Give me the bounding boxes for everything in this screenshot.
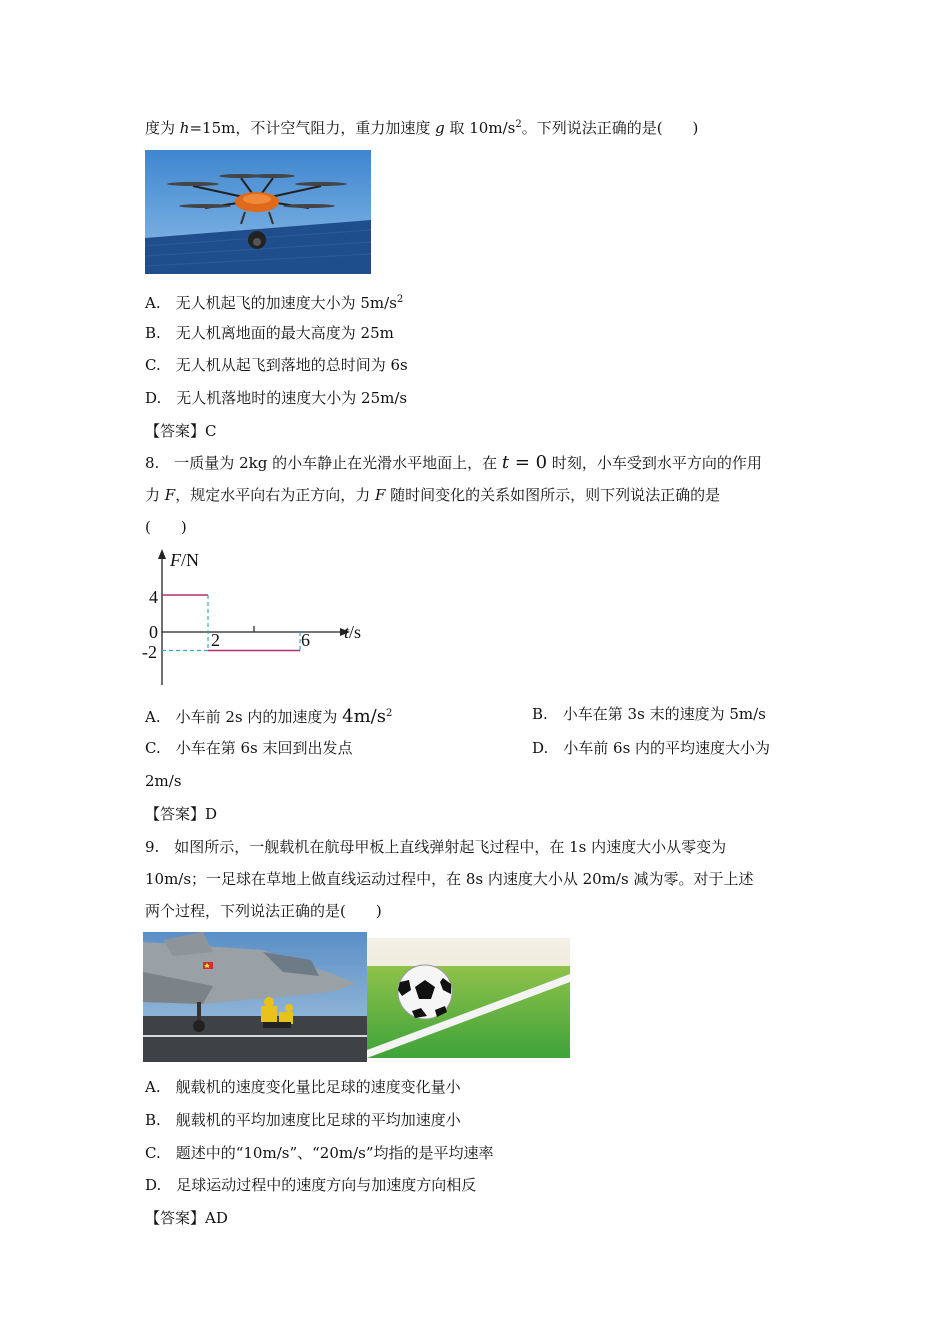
stem-text: ，规定水平向右为正方向，力 [175, 486, 375, 504]
x-tick-6: 6 [301, 630, 310, 650]
y-label-unit: /N [181, 550, 199, 570]
q7-stem-text: 取 10m/s [444, 119, 516, 137]
x-tick-2: 2 [211, 630, 220, 650]
q7-option-d: D. 无人机落地时的速度大小为 25m/s [145, 389, 408, 407]
soccer-ball-image [367, 938, 570, 1058]
q9-option-a: A. 舰载机的速度变化量比足球的速度变化量小 [145, 1078, 461, 1096]
q7-option-a [145, 289, 403, 314]
stem-text: 随时间变化的关系如图所示，则下列说法正确的是 [385, 486, 721, 504]
q8-stem-line3: ( ) [145, 518, 187, 536]
carrier-jet-image [143, 932, 367, 1062]
q9-answer: 【答案】AD [145, 1209, 228, 1227]
x-label-unit: /s [349, 622, 362, 642]
q7-stem-text: 。下列说法正确的是( ) [521, 119, 699, 137]
superscript: 2 [396, 294, 404, 305]
q7-option-c: C. 无人机从起飞到落地的总时间为 6s [145, 356, 408, 374]
y-tick-4: 4 [149, 587, 158, 607]
var-F: F [164, 486, 176, 504]
dashed-guides [162, 595, 300, 651]
x-axis-label [344, 622, 361, 642]
x-label-var: t [344, 622, 350, 642]
option-text: A. 无人机起飞的加速度大小为 5m/s [145, 294, 397, 312]
q7-stem-text: =15m，不计空气阻力，重力加速度 [189, 119, 436, 137]
jet-illustration [143, 932, 367, 1062]
y-tick-0: 0 [149, 622, 158, 642]
q8-option-a [145, 703, 392, 728]
superscript: 2 [385, 708, 393, 719]
q8-option-d-cont: 2m/s [145, 772, 182, 790]
q9-option-d: D. 足球运动过程中的速度方向与加速度方向相反 [145, 1176, 477, 1194]
y-tick-neg2: -2 [142, 642, 157, 662]
q8-option-c: C. 小车在第 6s 末回到出发点 [145, 739, 353, 757]
q8-option-b: B. 小车在第 3s 末的速度为 5m/s [532, 705, 766, 723]
q7-answer: 【答案】C [145, 422, 217, 440]
option-text: A. 小车前 2s 内的加速度为 [145, 708, 343, 726]
drone-image [145, 150, 371, 274]
y-axis-arrow [158, 549, 166, 559]
equation-text: = 0 [509, 452, 548, 473]
soccer-illustration [367, 938, 570, 1058]
q7-stem [145, 114, 698, 139]
option-value: 4m/s [342, 706, 386, 727]
var-h: h [179, 119, 190, 137]
var-g: g [435, 119, 445, 137]
force-series [162, 595, 300, 651]
q8-stem-line1 [145, 452, 762, 474]
q9-stem-line3: 两个过程，下列说法正确的是( ) [145, 902, 382, 920]
q9-option-b: B. 舰载机的平均加速度比足球的平均加速度小 [145, 1111, 461, 1129]
var-F: F [374, 486, 386, 504]
force-time-graph [140, 545, 380, 690]
q9-stem-line2: 10m/s；一足球在草地上做直线运动过程中，在 8s 内速度大小从 20m/s 减为零。对于上述 [145, 870, 754, 888]
q7-stem-text: 度为 [145, 119, 180, 137]
q7-option-b: B. 无人机离地面的最大高度为 25m [145, 324, 394, 342]
stem-text: 8. 一质量为 2kg 的小车静止在光滑水平地面上，在 [145, 454, 502, 472]
q8-option-d: D. 小车前 6s 内的平均速度大小为 [532, 739, 771, 757]
q8-stem-line2 [145, 484, 720, 506]
q8-answer: 【答案】D [145, 805, 218, 823]
var-t: t [501, 452, 510, 473]
stem-text: 力 [145, 486, 165, 504]
y-axis-label [169, 550, 199, 570]
drone-illustration [145, 150, 371, 274]
y-label-var: F [170, 550, 181, 570]
stem-text: 时刻，小车受到水平方向的作用 [547, 454, 762, 472]
q9-option-c: C. 题述中的“10m/s”、“20m/s”均指的是平均速率 [145, 1144, 494, 1162]
q9-stem-line1: 9. 如图所示，一舰载机在航母甲板上直线弹射起飞过程中，在 1s 内速度大小从零变为 [145, 838, 727, 856]
superscript: 2 [515, 119, 522, 130]
